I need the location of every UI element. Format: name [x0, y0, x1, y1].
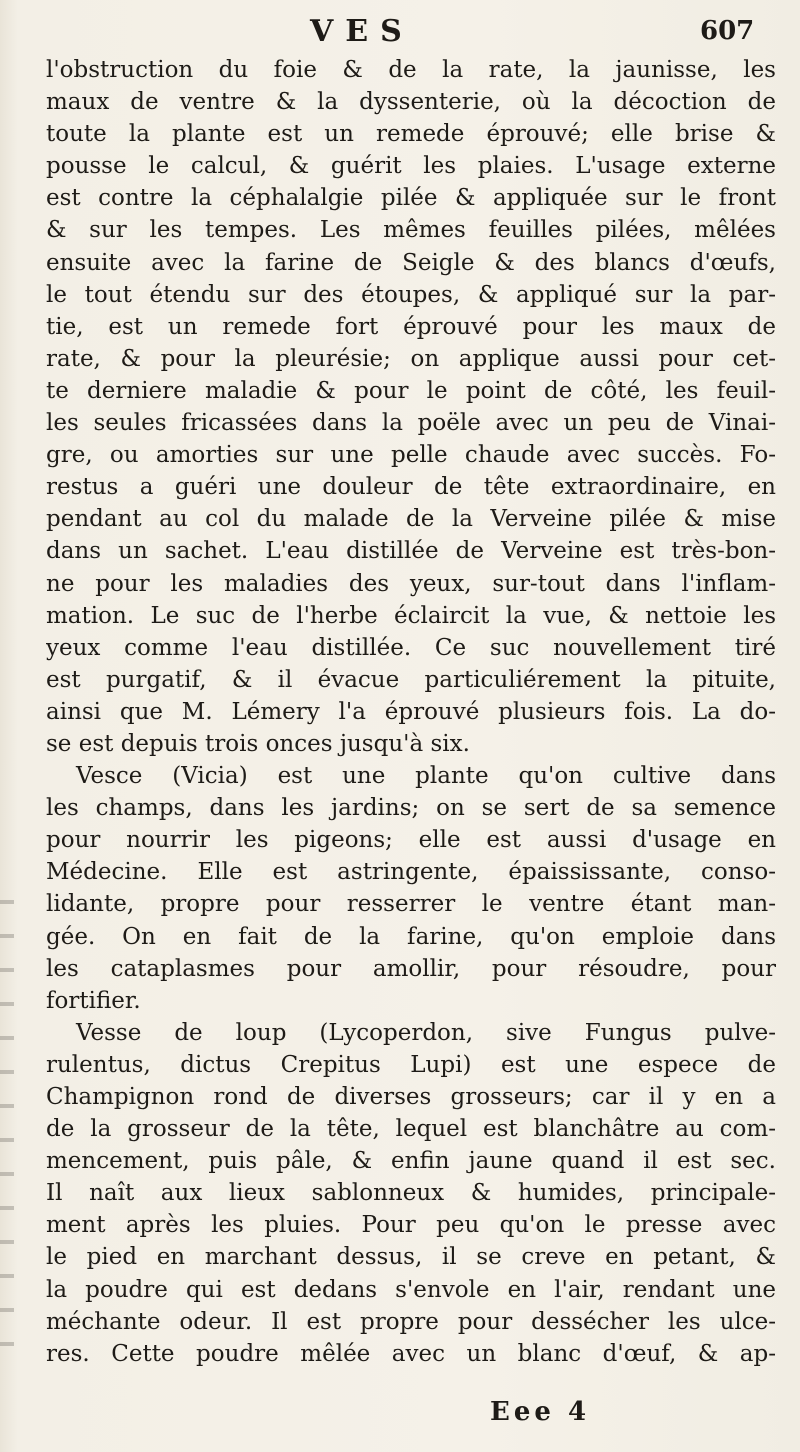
text-line: se est depuis trois onces jusqu'à six. [46, 730, 470, 757]
text-line: de la grosseur de la tête, lequel est blanchâtre au com- [46, 1116, 776, 1143]
text-line: rulentus, dictus Crepitus Lupi) est une espece de [46, 1051, 776, 1078]
body-text [46, 54, 776, 1370]
text-line: les cataplasmes pour amollir, pour résoudre, pour [46, 955, 776, 982]
text-line: le pied en marchant dessus, il se creve en petant, & [46, 1244, 776, 1271]
page-header [0, 12, 800, 52]
text-line: ment après les pluies. Pour peu qu'on le presse avec [46, 1212, 776, 1239]
text-line: restus a guéri une douleur de tête extraordinaire, en [46, 474, 776, 501]
text-line: maux de ventre & la dyssenterie, où la décoction de [46, 89, 776, 116]
text-line: Il naît aux lieux sablonneux & humides, principale- [46, 1180, 776, 1207]
text-line: gre, ou amorties sur une pelle chaude avec succès. Fo- [46, 442, 776, 469]
text-line: te derniere maladie & pour le point de côté, les feuil- [46, 377, 776, 404]
text-line: est purgatif, & il évacue particuliérement la pituite, [46, 666, 776, 693]
text-line: la poudre qui est dedans s'envole en l'air, rendant une [46, 1276, 776, 1303]
text-line: mencement, puis pâle, & enfin jaune quand il est sec. [46, 1148, 776, 1175]
text-line: l'obstruction du foie & de la rate, la jaunisse, les [46, 57, 776, 83]
text-line: ainsi que M. Lémery l'a éprouvé plusieurs fois. La do- [46, 698, 776, 725]
text-line: yeux comme l'eau distillée. Ce suc nouvellement tiré [46, 634, 776, 661]
text-line: ensuite avec la farine de Seigle & des blancs d'œufs, [46, 249, 776, 276]
text-line: Champignon rond de diverses grosseurs; car il y en a [46, 1084, 776, 1110]
text-line: Médecine. Elle est astringente, épaississante, conso- [46, 859, 776, 886]
page-number: 607 [700, 16, 755, 46]
text-line: les champs, dans les jardins; on se sert de sa semence [46, 795, 776, 822]
text-line: fortifier. [46, 987, 141, 1014]
text-line: tie, est un remede fort éprouvé pour les maux de [46, 313, 776, 340]
entry-start-vesce: Vesce (Vicia) est une plante qu'on cultive dans [76, 763, 776, 790]
text-line: gée. On en fait de la farine, qu'on emploie dans [46, 923, 776, 950]
text-line: mation. Le suc de l'herbe éclaircit la vue, & nettoie les [46, 602, 776, 629]
text-line: les seules fricassées dans la poële avec un peu de Vinai- [46, 410, 776, 437]
running-head: VES [310, 14, 414, 49]
text-line: est contre la céphalalgie pilée & appliquée sur le front [46, 185, 776, 212]
text-line: ne pour les maladies des yeux, sur-tout dans l'inflam- [46, 570, 776, 597]
text-line: méchante odeur. Il est propre pour dessécher les ulce- [46, 1308, 776, 1335]
text-line: rate, & pour la pleurésie; on applique aussi pour cet- [46, 345, 776, 372]
entry-start-vesse-de-loup: Vesse de loup (Lycoperdon, sive Fungus pulve- [76, 1019, 776, 1046]
text-line: pendant au col du malade de la Verveine pilée & mise [46, 506, 776, 533]
text-line: dans un sachet. L'eau distillée de Verveine est très-bon- [46, 538, 776, 565]
text-line: pour nourrir les pigeons; elle est aussi d'usage en [46, 827, 776, 854]
binding-edge [0, 900, 14, 1360]
text-line: & sur les tempes. Les mêmes feuilles pilées, mêlées [46, 217, 776, 244]
text-line: pousse le calcul, & guérit les plaies. L'usage externe [46, 153, 776, 180]
text-line: toute la plante est un remede éprouvé; elle brise & [46, 121, 776, 148]
text-line: res. Cette poudre mêlée avec un blanc d'œuf, & ap- [46, 1340, 776, 1367]
text-line: le tout étendu sur des étoupes, & appliqué sur la par- [46, 281, 776, 308]
text-line: lidante, propre pour resserrer le ventre étant man- [46, 891, 776, 918]
signature-mark: Eee 4 [490, 1397, 591, 1427]
